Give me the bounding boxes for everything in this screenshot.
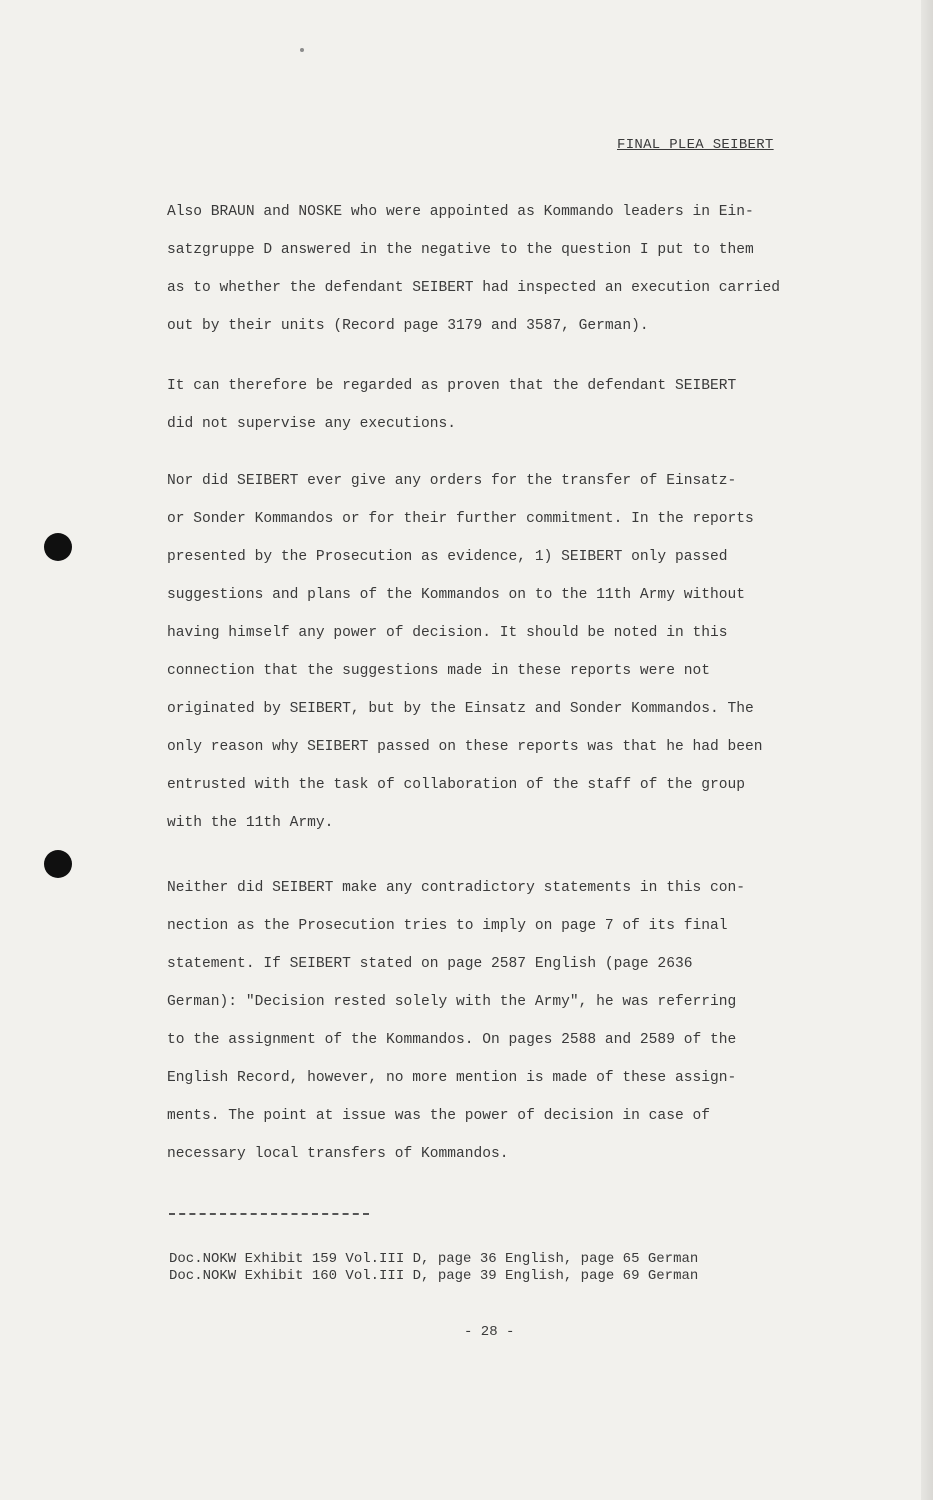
- text-line: to the assignment of the Kommandos. On pages 2588 and 2589 of the: [167, 1032, 737, 1048]
- text-line: German): "Decision rested solely with the Army", he was referring: [167, 994, 737, 1010]
- text-line: necessary local transfers of Kommandos.: [167, 1146, 509, 1162]
- text-line: or Sonder Kommandos or for their further commitment. In the reports: [167, 511, 754, 527]
- text-line: suggestions and plans of the Kommandos on to the 11th Army without: [167, 587, 746, 603]
- text-line: satzgruppe D answered in the negative to the question I put to them: [167, 242, 754, 258]
- text-line: originated by SEIBERT, but by the Einsatz and Sonder Kommandos. The: [167, 701, 754, 717]
- text-line: with the 11th Army.: [167, 815, 334, 831]
- text-line: statement. If SEIBERT stated on page 2587 English (page 2636: [167, 956, 693, 972]
- text-line: out by their units (Record page 3179 and 3587, German).: [167, 318, 649, 334]
- punch-hole-bottom: [44, 850, 72, 878]
- text-line: nection as the Prosecution tries to imply on page 7 of its final: [167, 918, 728, 934]
- text-line: having himself any power of decision. It should be noted in this: [167, 625, 728, 641]
- page-edge: [921, 0, 933, 1500]
- text-line: did not supervise any executions.: [167, 416, 457, 432]
- text-line: as to whether the defendant SEIBERT had inspected an execution carried: [167, 280, 781, 296]
- footnote-separator: [169, 1213, 369, 1215]
- header-title: FINAL PLEA SEIBERT: [617, 137, 774, 153]
- paragraph-2: [167, 367, 857, 443]
- text-line: connection that the suggestions made in these reports were not: [167, 663, 710, 679]
- page-number: - 28 -: [464, 1324, 515, 1340]
- footnote: Doc.NOKW Exhibit 160 Vol.III D, page 39 English, page 69 German: [169, 1268, 699, 1284]
- paragraph-1: [167, 193, 857, 345]
- paper-speck: [300, 48, 304, 52]
- text-line: English Record, however, no more mention is made of these assign-: [167, 1070, 737, 1086]
- text-line: presented by the Prosecution as evidence, 1) SEIBERT only passed: [167, 549, 728, 565]
- text-line: Also BRAUN and NOSKE who were appointed as Kommando leaders in Ein-: [167, 204, 754, 220]
- footnote: Doc.NOKW Exhibit 159 Vol.III D, page 36 English, page 65 German: [169, 1251, 699, 1267]
- footnotes: [169, 1251, 698, 1285]
- text-line: Nor did SEIBERT ever give any orders for the transfer of Einsatz-: [167, 473, 737, 489]
- text-line: It can therefore be regarded as proven that the defendant SEIBERT: [167, 378, 737, 394]
- text-line: Neither did SEIBERT make any contradictory statements in this con-: [167, 880, 746, 896]
- text-line: entrusted with the task of collaboration of the staff of the group: [167, 777, 746, 793]
- punch-hole-top: [44, 533, 72, 561]
- text-line: only reason why SEIBERT passed on these reports was that he had been: [167, 739, 763, 755]
- paragraph-4: [167, 869, 857, 1173]
- text-line: ments. The point at issue was the power of decision in case of: [167, 1108, 710, 1124]
- paragraph-3: [167, 462, 857, 842]
